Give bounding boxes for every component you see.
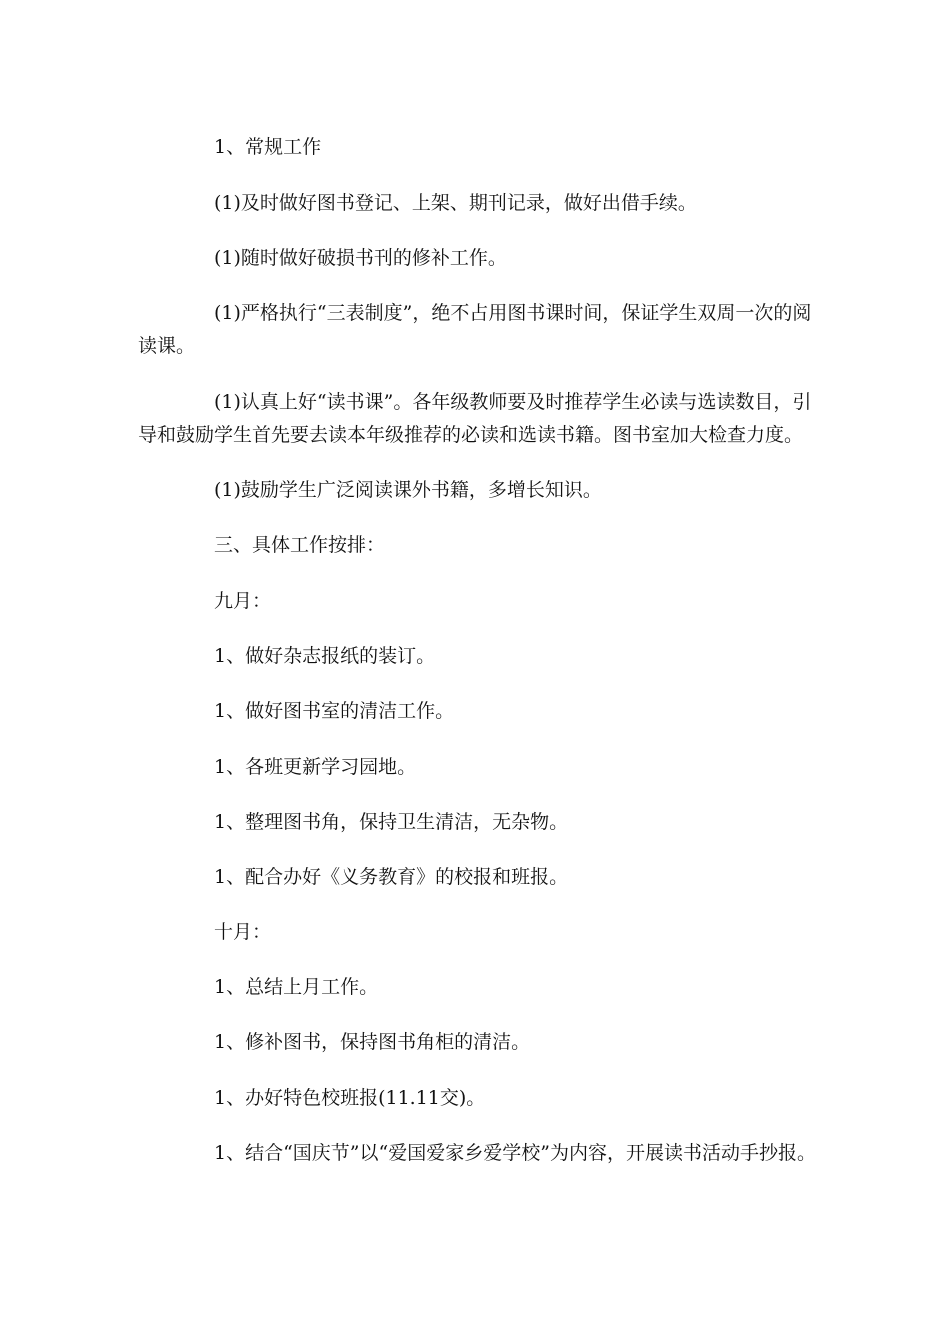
month-heading-october: 十月： — [214, 921, 272, 943]
list-item: 1、做好图书室的清洁工作。 — [214, 700, 455, 722]
list-item: 1、整理图书角，保持卫生清洁，无杂物。 — [214, 811, 569, 833]
list-item: 1、总结上月工作。 — [214, 976, 379, 998]
paragraph: (1)认真上好“读书课”。各年级教师要及时推荐学生必读与选读数目，引导和鼓励学生首先要去读本年级推荐的必读和选读书籍。图书室加大检查力度。 — [138, 391, 812, 446]
list-item: 1、各班更新学习园地。 — [214, 756, 417, 778]
list-item: 1、修补图书，保持图书角柜的清洁。 — [214, 1031, 531, 1053]
paragraph: (1)随时做好破损书刊的修补工作。 — [214, 247, 507, 269]
section-heading: 三、具体工作按排： — [214, 534, 386, 556]
paragraph: (1)鼓励学生广泛阅读课外书籍，多增长知识。 — [214, 479, 602, 501]
paragraph: (1)严格执行“三表制度”，绝不占用图书课时间，保证学生双周一次的阅读课。 — [138, 302, 812, 357]
list-item: 1、配合办好《义务教育》的校报和班报。 — [214, 866, 569, 888]
paragraph: (1)及时做好图书登记、上架、期刊记录，做好出借手续。 — [214, 192, 697, 214]
list-item: 1、办好特色校班报(11.11交)。 — [214, 1087, 486, 1109]
list-item: 1、结合“国庆节”以“爱国爱家乡爱学校”为内容，开展读书活动手抄报。 — [214, 1142, 816, 1164]
list-item: 1、做好杂志报纸的装订。 — [214, 645, 436, 667]
paragraph-heading-routine-work: 1、常规工作 — [214, 136, 322, 158]
month-heading-september: 九月： — [214, 590, 272, 612]
